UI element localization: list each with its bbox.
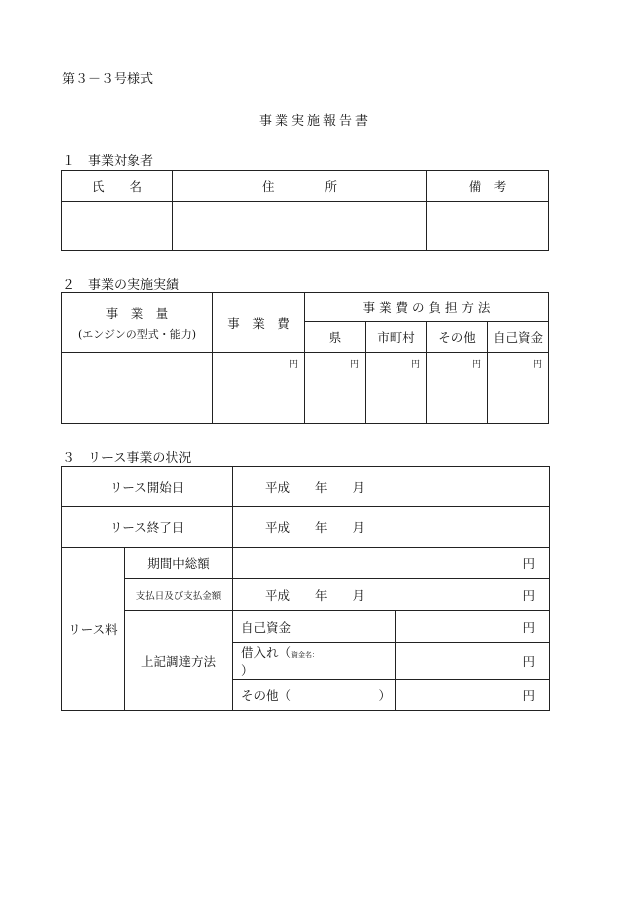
total-amount-label: 期間中総額 xyxy=(125,548,233,579)
lease-end-label: リース終了日 xyxy=(62,507,233,548)
own-funds-cell[interactable]: 円 xyxy=(488,353,549,424)
payment-date: 平成 年 月 xyxy=(265,587,366,603)
prefecture-cell[interactable]: 円 xyxy=(305,353,366,424)
quantity-label: 事 業 量 xyxy=(105,305,169,321)
lease-fee-label: リース料 xyxy=(62,548,125,711)
municipality-cell[interactable]: 円 xyxy=(366,353,427,424)
borrowing-amount[interactable]: 円 xyxy=(396,643,550,680)
borrowing-label xyxy=(233,643,396,680)
cost-cell[interactable]: 円 xyxy=(213,353,305,424)
form-number: 第３－３号様式 xyxy=(62,72,154,87)
quantity-sub-label: (エンジンの型式・能力) xyxy=(77,327,197,341)
other-funding-label: その他（ ） xyxy=(233,680,396,711)
lease-table xyxy=(61,466,550,711)
payment-cell[interactable] xyxy=(233,579,550,611)
other-header: その他 xyxy=(427,322,488,353)
col-address-header: 住 所 xyxy=(173,171,427,202)
municipality-header: 市町村 xyxy=(366,322,427,353)
funding-method-label: 上記調達方法 xyxy=(125,611,233,711)
lease-start-label: リース開始日 xyxy=(62,467,233,507)
document-title: 事業実施報告書 xyxy=(258,114,371,129)
col-name-header: 氏 名 xyxy=(62,171,173,202)
quantity-cell[interactable] xyxy=(62,353,213,424)
borrowing-close: ） xyxy=(241,663,254,678)
own-funds-amount[interactable]: 円 xyxy=(396,611,550,643)
total-amount-cell[interactable]: 円 xyxy=(233,548,550,579)
remarks-cell[interactable] xyxy=(427,202,549,251)
payment-yen: 円 xyxy=(522,587,536,603)
col-remarks-header: 備 考 xyxy=(427,171,549,202)
other-cell[interactable]: 円 xyxy=(427,353,488,424)
burden-header: 事 業 費 の 負 担 方 法 xyxy=(305,293,549,322)
borrowing-text: 借入れ（ xyxy=(241,645,292,660)
fund-name-label: 資金名： xyxy=(291,651,320,659)
section1-heading: １ 事業対象者 xyxy=(62,154,154,169)
lease-end-value[interactable]: 平成 年 月 xyxy=(233,507,550,548)
section2-heading: ２ 事業の実施実績 xyxy=(62,278,180,293)
own-funds-label: 自己資金 xyxy=(233,611,396,643)
address-cell[interactable] xyxy=(173,202,427,251)
lease-start-value[interactable]: 平成 年 月 xyxy=(233,467,550,507)
name-cell[interactable] xyxy=(62,202,173,251)
prefecture-header: 県 xyxy=(305,322,366,353)
section3-heading: ３ リース事業の状況 xyxy=(62,451,192,466)
quantity-header xyxy=(62,293,213,353)
cost-header: 事 業 費 xyxy=(213,293,305,353)
results-table xyxy=(61,292,549,424)
other-funding-amount[interactable]: 円 xyxy=(396,680,550,711)
own-funds-header: 自己資金 xyxy=(488,322,549,353)
subject-table xyxy=(61,170,549,251)
payment-label: 支払日及び支払金額 xyxy=(125,579,233,611)
